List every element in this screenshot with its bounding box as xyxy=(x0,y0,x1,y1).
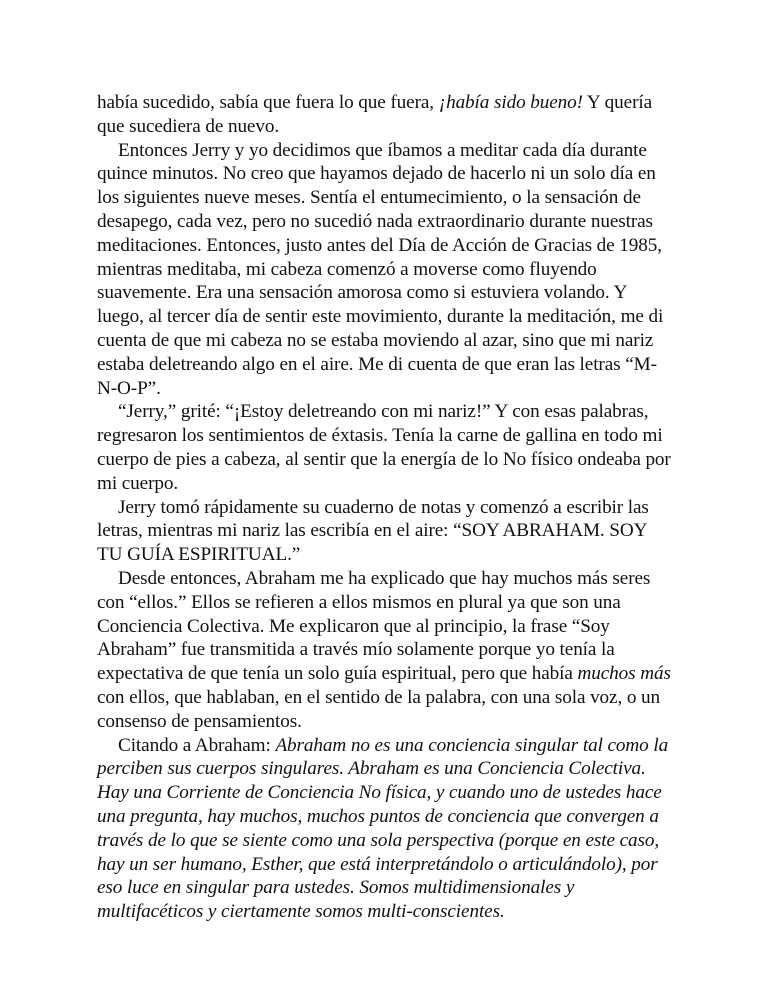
text-line xyxy=(97,400,687,424)
body-text xyxy=(97,91,687,924)
text-run: Conciencia Colectiva. Me explicaron que al principio, la frase “Soy xyxy=(97,615,610,637)
text-run: los siguientes nueve meses. Sentía el entumecimiento, o la sensación de xyxy=(97,187,641,209)
text-run: “Jerry,” grité: “¡Estoy deletreando con mi nariz!” Y con esas palabras, xyxy=(118,401,649,423)
text-run: Entonces Jerry y yo decidimos que íbamos a meditar cada día durante xyxy=(118,139,647,161)
text-run: TU GUÍA ESPIRITUAL.” xyxy=(97,544,301,566)
text-line xyxy=(97,91,687,115)
text-run: Citando a Abraham: xyxy=(118,734,276,756)
text-run: N-O-P”. xyxy=(97,377,161,399)
italic-text: hay un ser humano, Esther, que está interpretándolo o articulándolo), por xyxy=(97,853,658,875)
text-line xyxy=(97,662,687,686)
text-line xyxy=(97,615,687,639)
text-run: meditaciones. Entonces, justo antes del Día de Acción de Gracias de 1985, xyxy=(97,234,662,256)
text-run: cuerpo de pies a cabeza, al sentir que la energía de lo No físico ondeaba por xyxy=(97,448,671,470)
text-line xyxy=(97,234,687,258)
italic-text: perciben sus cuerpos singulares. Abraham es una Conciencia Colectiva. xyxy=(97,758,646,780)
paragraph xyxy=(97,91,687,139)
text-line xyxy=(97,210,687,234)
text-run: quince minutos. No creo que hayamos dejado de hacerlo ni un solo día en xyxy=(97,163,656,185)
text-line xyxy=(97,519,687,543)
text-line xyxy=(97,876,687,900)
text-line xyxy=(97,424,687,448)
paragraph xyxy=(97,567,687,734)
text-line xyxy=(97,281,687,305)
text-line xyxy=(97,305,687,329)
text-line xyxy=(97,781,687,805)
text-run: Desde entonces, Abraham me ha explicado que hay muchos más seres xyxy=(118,567,651,589)
text-line xyxy=(97,377,687,401)
text-line xyxy=(97,638,687,662)
text-line xyxy=(97,900,687,924)
text-run: estaba deletreando algo en el aire. Me di cuenta de que eran las letras “M- xyxy=(97,353,657,375)
text-run: mi cuerpo. xyxy=(97,472,179,494)
text-line xyxy=(97,139,687,163)
text-line xyxy=(97,710,687,734)
text-line xyxy=(97,472,687,496)
text-run: con “ellos.” Ellos se refieren a ellos mismos en plural ya que son una xyxy=(97,591,621,613)
text-run: desapego, cada vez, pero no sucedió nada extraordinario durante nuestras xyxy=(97,210,653,232)
italic-text: Abraham no es una conciencia singular tal como la xyxy=(275,734,669,756)
text-line xyxy=(97,115,687,139)
text-line xyxy=(97,853,687,877)
text-line xyxy=(97,591,687,615)
text-run: cuenta de que mi cabeza no se estaba moviendo al azar, sino que mi nariz xyxy=(97,329,654,351)
text-line xyxy=(97,448,687,472)
italic-text: eso luce en singular para ustedes. Somos multidimensionales y xyxy=(97,877,575,899)
italic-text: muchos más xyxy=(577,663,671,685)
text-line xyxy=(97,353,687,377)
text-run: Abraham” fue transmitida a través mío solamente porque yo tenía la xyxy=(97,639,615,661)
text-line xyxy=(97,805,687,829)
paragraph xyxy=(97,734,687,924)
text-run: expectativa de que tenía un solo guía espiritual, pero que había xyxy=(97,663,578,685)
text-line xyxy=(97,186,687,210)
paragraph xyxy=(97,400,687,495)
text-run: que sucediera de nuevo. xyxy=(97,115,280,137)
text-run: letras, mientras mi nariz las escribía en el aire: “SOY ABRAHAM. SOY xyxy=(97,520,648,542)
italic-text: una pregunta, hay muchos, muchos puntos de conciencia que convergen a xyxy=(97,805,659,827)
italic-text: multifacéticos y ciertamente somos multi-conscientes. xyxy=(97,901,505,923)
text-run: consenso de pensamientos. xyxy=(97,710,302,732)
text-line xyxy=(97,734,687,758)
text-line xyxy=(97,543,687,567)
text-run: Y quería xyxy=(582,92,653,113)
text-line xyxy=(97,686,687,710)
text-line xyxy=(97,829,687,853)
italic-text: Hay una Corriente de Conciencia No física, y cuando uno de ustedes hace xyxy=(97,782,662,804)
text-run: luego, al tercer día de sentir este movimiento, durante la meditación, me di xyxy=(97,306,664,328)
text-run: suavemente. Era una sensación amorosa como si estuviera volando. Y xyxy=(97,282,628,304)
text-line xyxy=(97,162,687,186)
text-run: había sucedido, sabía que fuera lo que fuera, xyxy=(97,92,439,113)
text-run: mientras meditaba, mi cabeza comenzó a moverse como fluyendo xyxy=(97,258,597,280)
text-line xyxy=(97,258,687,282)
text-run: regresaron los sentimientos de éxtasis. Tenía la carne de gallina en todo mi xyxy=(97,425,663,447)
paragraph xyxy=(97,139,687,401)
paragraph xyxy=(97,496,687,567)
italic-text: través de lo que se siente como una sola perspectiva (porque en este caso, xyxy=(97,829,660,851)
italic-text: ¡había sido bueno! xyxy=(438,92,583,113)
text-line xyxy=(97,567,687,591)
text-run: con ellos, que hablaban, en el sentido de la palabra, con una sola voz, o un xyxy=(97,686,661,708)
text-line xyxy=(97,329,687,353)
text-line xyxy=(97,496,687,520)
text-line xyxy=(97,757,687,781)
text-run: Jerry tomó rápidamente su cuaderno de notas y comenzó a escribir las xyxy=(118,496,649,518)
